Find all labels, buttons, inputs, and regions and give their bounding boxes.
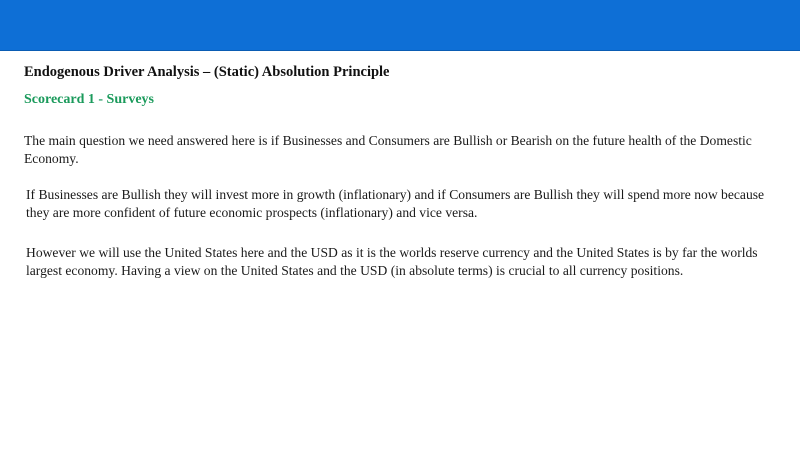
body-paragraph-1: The main question we need answered here is if Businesses and Consumers are Bullish or Bearish on the future health of the Domestic Economy. xyxy=(24,133,752,166)
slide-subtitle: Scorecard 1 - Surveys xyxy=(24,92,154,107)
slide-title: Endogenous Driver Analysis – (Static) Absolution Principle xyxy=(24,64,390,80)
body-paragraph-3: However we will use the United States here and the USD as it is the worlds reserve currency and the United States is by far the worlds largest economy. Having a view on the United States and the USD (in absolute terms) is crucial to all currency positions. xyxy=(26,245,758,278)
body-paragraph-2: If Businesses are Bullish they will invest more in growth (inflationary) and if Consumers are Bullish they will spend more now because they are more confident of future economic prospects (inflationary) and vice versa. xyxy=(26,187,765,220)
header-band xyxy=(0,0,800,51)
